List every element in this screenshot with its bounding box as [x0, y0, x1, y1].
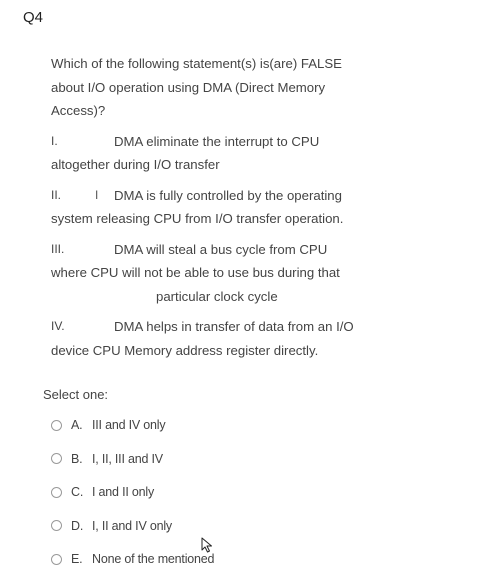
statement-line: particular clock cycle — [156, 288, 278, 304]
statement-line: DMA is fully controlled by the operating — [114, 187, 342, 203]
question-prompt-line: Access)? — [51, 103, 106, 118]
answer-label[interactable]: I and II only — [92, 485, 155, 499]
answer-letter: B. — [71, 451, 83, 466]
answer-letter: C. — [71, 485, 84, 499]
statement-number: III. — [51, 241, 65, 256]
question-prompt-line: about I/O operation using DMA (Direct Memory — [51, 79, 326, 95]
statement-line: altogether during I/O transfer — [51, 157, 220, 172]
mouse-pointer-icon — [201, 537, 213, 553]
statement-line: system releasing CPU from I/O transfer operation. — [51, 211, 344, 226]
statement-4 — [51, 315, 411, 362]
i-beam-cursor-icon: I — [95, 187, 99, 202]
answer-label[interactable]: III and IV only — [92, 418, 166, 432]
answer-option-b[interactable] — [51, 448, 214, 470]
select-one-label: Select one: — [43, 387, 109, 402]
statement-number: II. — [51, 187, 62, 202]
radio-button[interactable] — [51, 554, 62, 565]
answer-option-d[interactable] — [51, 515, 214, 537]
statement-1 — [51, 130, 411, 177]
statement-2 — [51, 184, 411, 231]
answer-letter: E. — [71, 552, 83, 566]
answer-label[interactable]: I, II and IV only — [92, 518, 172, 533]
answer-option-e[interactable] — [51, 548, 214, 570]
answer-label[interactable]: I, II, III and IV — [92, 451, 163, 466]
statement-3 — [51, 238, 411, 309]
question-prompt-line: Which of the following statement(s) is(are) FALSE — [51, 56, 342, 71]
statement-number: IV. — [51, 319, 65, 333]
question-number: Q4 — [23, 9, 44, 26]
statement-number: I. — [51, 133, 58, 148]
statement-line: DMA eliminate the interrupt to CPU — [114, 133, 320, 149]
answer-option-c[interactable] — [51, 481, 214, 503]
answer-options — [51, 414, 214, 582]
radio-button[interactable] — [51, 420, 62, 431]
radio-button[interactable] — [51, 487, 62, 498]
radio-button[interactable] — [51, 453, 62, 464]
question-text — [51, 52, 411, 362]
answer-letter: A. — [71, 418, 83, 432]
answer-option-a[interactable] — [51, 414, 214, 436]
statement-line: where CPU will not be able to use bus during that — [51, 265, 340, 280]
answer-label[interactable]: None of the mentioned — [92, 552, 215, 566]
radio-button[interactable] — [51, 520, 62, 531]
answer-letter: D. — [71, 518, 84, 533]
statement-line: DMA will steal a bus cycle from CPU — [114, 241, 328, 257]
statement-line: DMA helps in transfer of data from an I/O — [114, 319, 354, 334]
statement-line: device CPU Memory address register directly. — [51, 342, 319, 358]
